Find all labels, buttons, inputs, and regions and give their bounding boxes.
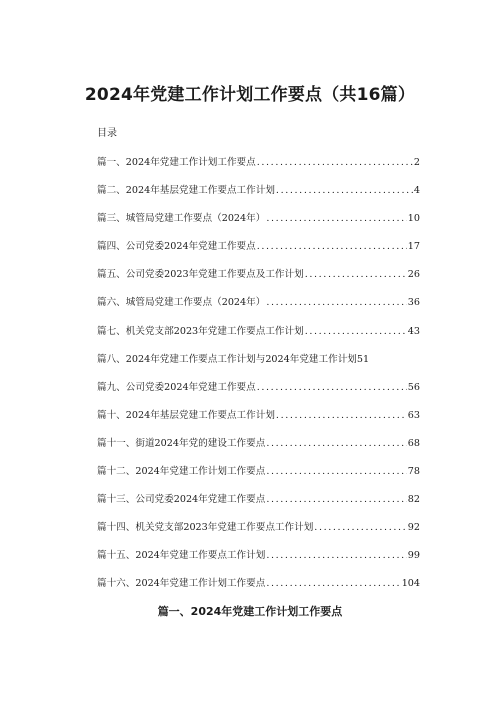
toc-entry-label: 篇一、2024年党建工作计划工作要点 (97, 157, 256, 168)
toc-entry-page: 43 (407, 325, 420, 337)
toc-heading: 目录 (97, 128, 117, 139)
toc-entry-label: 篇八、2024年党建工作要点工作计划与2024年党建工作计划 (97, 353, 357, 365)
toc-entry-page: 2 (413, 157, 420, 168)
toc-entry-page: 4 (413, 185, 420, 197)
toc-entry-label: 篇十一、街道2024年党的建设工作要点 (97, 437, 266, 449)
toc-dot-leader (266, 466, 406, 477)
toc-entry-page: 26 (407, 269, 420, 281)
toc-entry-label: 篇十五、2024年党建工作要点工作计划 (97, 550, 266, 562)
toc-entry[interactable] (97, 435, 420, 463)
toc-entry-label: 篇十四、机关党支部2023年党建工作要点工作计划 (97, 522, 314, 534)
toc-entry-label: 篇九、公司党委2024年党建工作要点 (97, 381, 256, 393)
toc-entry-page: 17 (407, 241, 420, 253)
toc-entry[interactable] (97, 294, 420, 322)
toc-entry-page: 92 (407, 522, 420, 534)
section-heading: 篇一、2024年党建工作计划工作要点 (157, 605, 343, 618)
toc-entry[interactable] (97, 182, 420, 210)
toc-entry-page: 36 (407, 297, 420, 309)
toc-entry[interactable] (97, 323, 420, 351)
toc-entry-label: 篇十二、2024年党建工作计划工作要点 (97, 466, 266, 478)
toc-entry[interactable] (97, 407, 420, 435)
toc-entry-label: 篇四、公司党委2024年党建工作要点 (97, 241, 256, 253)
toc-dot-leader (257, 157, 413, 168)
toc-entry-page: 78 (407, 466, 420, 478)
toc-entry-page: 51 (356, 353, 370, 365)
toc-dot-leader (305, 326, 407, 337)
document-title: 2024年党建工作计划工作要点（共16篇） (84, 85, 416, 105)
toc-entry[interactable] (97, 238, 420, 266)
toc-entry[interactable] (97, 463, 420, 491)
toc-entry-label: 篇二、2024年基层党建工作要点工作计划 (97, 185, 275, 197)
toc-dot-leader (257, 241, 407, 252)
toc-dot-leader (266, 213, 406, 224)
toc-entry[interactable] (97, 491, 420, 519)
toc-entry-page: 63 (407, 409, 420, 421)
toc-entry-label: 篇六、城管局党建工作要点（2024年） (97, 297, 266, 309)
toc-entry-label: 篇十三、公司党委2024年党建工作要点 (97, 494, 266, 506)
toc-entry[interactable] (97, 351, 420, 379)
toc-dot-leader (266, 438, 406, 449)
toc-dot-leader (276, 185, 413, 196)
toc-entry-label: 篇十六、2024年党建工作计划工作要点 (97, 578, 266, 590)
toc-entry-label: 篇五、公司党委2023年党建工作要点及工作计划 (97, 269, 304, 281)
toc-entry-page: 10 (407, 213, 420, 225)
toc-entry-page: 68 (407, 437, 420, 449)
toc-entry-label: 篇七、机关党支部2023年党建工作要点工作计划 (97, 325, 304, 337)
toc-dot-leader (305, 269, 407, 280)
toc-entry-page: 82 (407, 494, 420, 506)
toc-entry[interactable] (97, 154, 420, 182)
toc-entry-label: 篇三、城管局党建工作要点（2024年） (97, 213, 266, 225)
toc-dot-leader (266, 494, 406, 505)
toc-entry-page: 104 (401, 578, 420, 590)
toc-entry[interactable] (97, 379, 420, 407)
toc-dot-leader (314, 522, 406, 533)
toc-entry[interactable] (97, 266, 420, 294)
toc-entry-label: 篇十、2024年基层党建工作要点工作计划 (97, 409, 275, 421)
toc-dot-leader (276, 410, 407, 421)
toc-dot-leader (266, 578, 400, 589)
toc-entry-page: 56 (407, 381, 420, 393)
toc-dot-leader (266, 297, 406, 308)
table-of-contents (97, 154, 420, 604)
toc-entry[interactable] (97, 575, 420, 603)
toc-entry[interactable] (97, 519, 420, 547)
toc-entry[interactable] (97, 210, 420, 238)
toc-dot-leader (266, 550, 406, 561)
toc-entry[interactable] (97, 547, 420, 575)
toc-entry-page: 99 (407, 550, 420, 562)
toc-dot-leader (257, 382, 407, 393)
